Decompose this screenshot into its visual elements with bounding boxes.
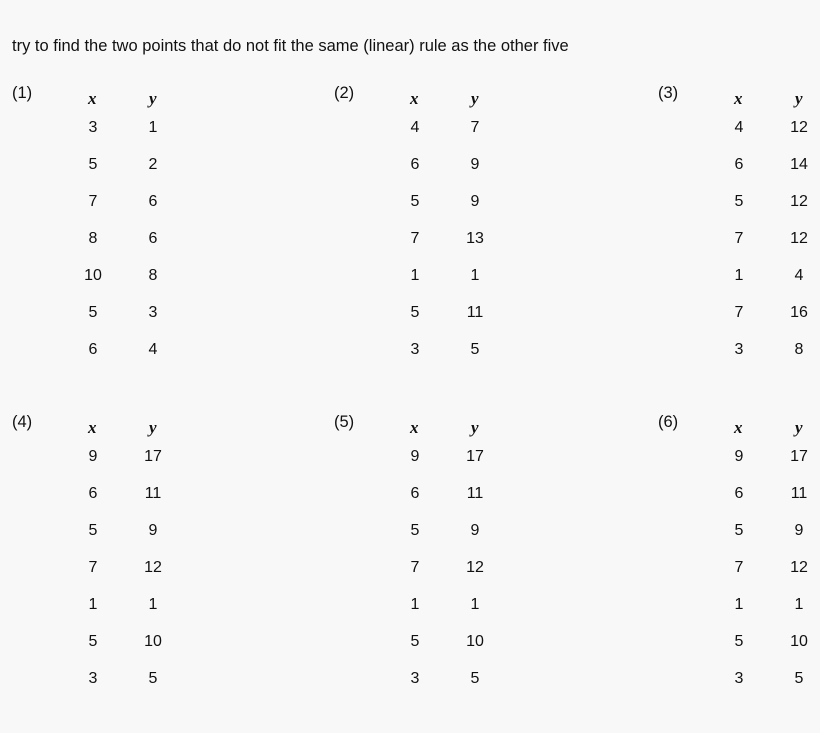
table-number: (3) xyxy=(658,84,679,102)
y-value: 11 xyxy=(466,304,484,321)
table-number: (5) xyxy=(334,413,355,431)
y-value: 11 xyxy=(144,485,162,502)
y-value: 7 xyxy=(470,119,480,136)
x-value: 5 xyxy=(734,633,744,650)
data-table-2 xyxy=(334,84,634,404)
x-value: 5 xyxy=(410,304,420,321)
x-value: 3 xyxy=(88,670,98,687)
y-value: 17 xyxy=(790,448,808,465)
x-value: 6 xyxy=(734,485,744,502)
x-value: 1 xyxy=(88,596,98,613)
y-header: y xyxy=(471,89,479,108)
x-value: 7 xyxy=(734,559,744,576)
y-header: y xyxy=(795,89,803,108)
x-value: 9 xyxy=(734,448,744,465)
table-number: (4) xyxy=(12,413,33,431)
x-header: x xyxy=(734,89,743,108)
x-value: 4 xyxy=(410,119,420,136)
x-value: 1 xyxy=(410,596,420,613)
y-value: 12 xyxy=(466,559,484,576)
y-value: 9 xyxy=(148,522,158,539)
table-number: (1) xyxy=(12,84,33,102)
data-table-1 xyxy=(12,84,312,404)
x-value: 5 xyxy=(410,522,420,539)
x-header: x xyxy=(88,89,97,108)
y-value: 16 xyxy=(790,304,808,321)
data-table-3 xyxy=(658,84,820,404)
table-number: (2) xyxy=(334,84,355,102)
x-value: 3 xyxy=(88,119,98,136)
x-value: 9 xyxy=(410,448,420,465)
y-value: 5 xyxy=(148,670,158,687)
x-value: 7 xyxy=(88,559,98,576)
y-value: 1 xyxy=(148,119,158,136)
x-value: 8 xyxy=(88,230,98,247)
x-value: 6 xyxy=(88,485,98,502)
x-value: 6 xyxy=(410,485,420,502)
y-value: 10 xyxy=(144,633,162,650)
x-value: 5 xyxy=(88,156,98,173)
x-value: 3 xyxy=(410,341,420,358)
x-value: 6 xyxy=(734,156,744,173)
y-value: 2 xyxy=(148,156,158,173)
y-value: 14 xyxy=(790,156,808,173)
data-table-4 xyxy=(12,413,312,733)
x-value: 7 xyxy=(410,230,420,247)
y-value: 1 xyxy=(148,596,158,613)
y-value: 5 xyxy=(470,670,480,687)
x-value: 5 xyxy=(734,193,744,210)
y-header: y xyxy=(795,418,803,437)
table-number: (6) xyxy=(658,413,679,431)
y-value: 6 xyxy=(148,230,158,247)
y-header: y xyxy=(149,418,157,437)
x-value: 5 xyxy=(88,304,98,321)
y-value: 11 xyxy=(466,485,484,502)
x-value: 5 xyxy=(410,633,420,650)
y-value: 1 xyxy=(470,267,480,284)
x-value: 1 xyxy=(734,267,744,284)
x-header: x xyxy=(88,418,97,437)
x-value: 5 xyxy=(88,633,98,650)
x-value: 4 xyxy=(734,119,744,136)
y-value: 9 xyxy=(470,156,480,173)
y-header: y xyxy=(471,418,479,437)
x-header: x xyxy=(410,89,419,108)
y-value: 12 xyxy=(790,193,808,210)
x-value: 10 xyxy=(84,267,102,284)
y-value: 12 xyxy=(790,119,808,136)
y-value: 1 xyxy=(470,596,480,613)
x-value: 6 xyxy=(88,341,98,358)
y-value: 5 xyxy=(470,341,480,358)
x-header: x xyxy=(734,418,743,437)
y-value: 6 xyxy=(148,193,158,210)
y-value: 17 xyxy=(466,448,484,465)
x-value: 1 xyxy=(734,596,744,613)
x-value: 7 xyxy=(734,304,744,321)
y-value: 12 xyxy=(790,559,808,576)
y-value: 9 xyxy=(794,522,804,539)
data-table-6 xyxy=(658,413,820,733)
instruction-text: try to find the two points that do not fit the same (linear) rule as the other five xyxy=(12,37,569,55)
x-value: 5 xyxy=(88,522,98,539)
y-value: 17 xyxy=(144,448,162,465)
data-table-5 xyxy=(334,413,634,733)
y-header: y xyxy=(149,89,157,108)
x-value: 3 xyxy=(734,670,744,687)
y-value: 4 xyxy=(148,341,158,358)
y-value: 11 xyxy=(790,485,808,502)
y-value: 5 xyxy=(794,670,804,687)
y-value: 1 xyxy=(794,596,804,613)
y-value: 9 xyxy=(470,522,480,539)
y-value: 10 xyxy=(790,633,808,650)
y-value: 3 xyxy=(148,304,158,321)
x-value: 3 xyxy=(734,341,744,358)
y-value: 10 xyxy=(466,633,484,650)
y-value: 12 xyxy=(144,559,162,576)
y-value: 13 xyxy=(466,230,484,247)
x-value: 7 xyxy=(410,559,420,576)
y-value: 8 xyxy=(148,267,158,284)
x-value: 6 xyxy=(410,156,420,173)
x-value: 1 xyxy=(410,267,420,284)
x-value: 3 xyxy=(410,670,420,687)
y-value: 8 xyxy=(794,341,804,358)
y-value: 4 xyxy=(794,267,804,284)
x-value: 7 xyxy=(88,193,98,210)
x-header: x xyxy=(410,418,419,437)
x-value: 7 xyxy=(734,230,744,247)
y-value: 9 xyxy=(470,193,480,210)
x-value: 5 xyxy=(734,522,744,539)
y-value: 12 xyxy=(790,230,808,247)
x-value: 5 xyxy=(410,193,420,210)
x-value: 9 xyxy=(88,448,98,465)
